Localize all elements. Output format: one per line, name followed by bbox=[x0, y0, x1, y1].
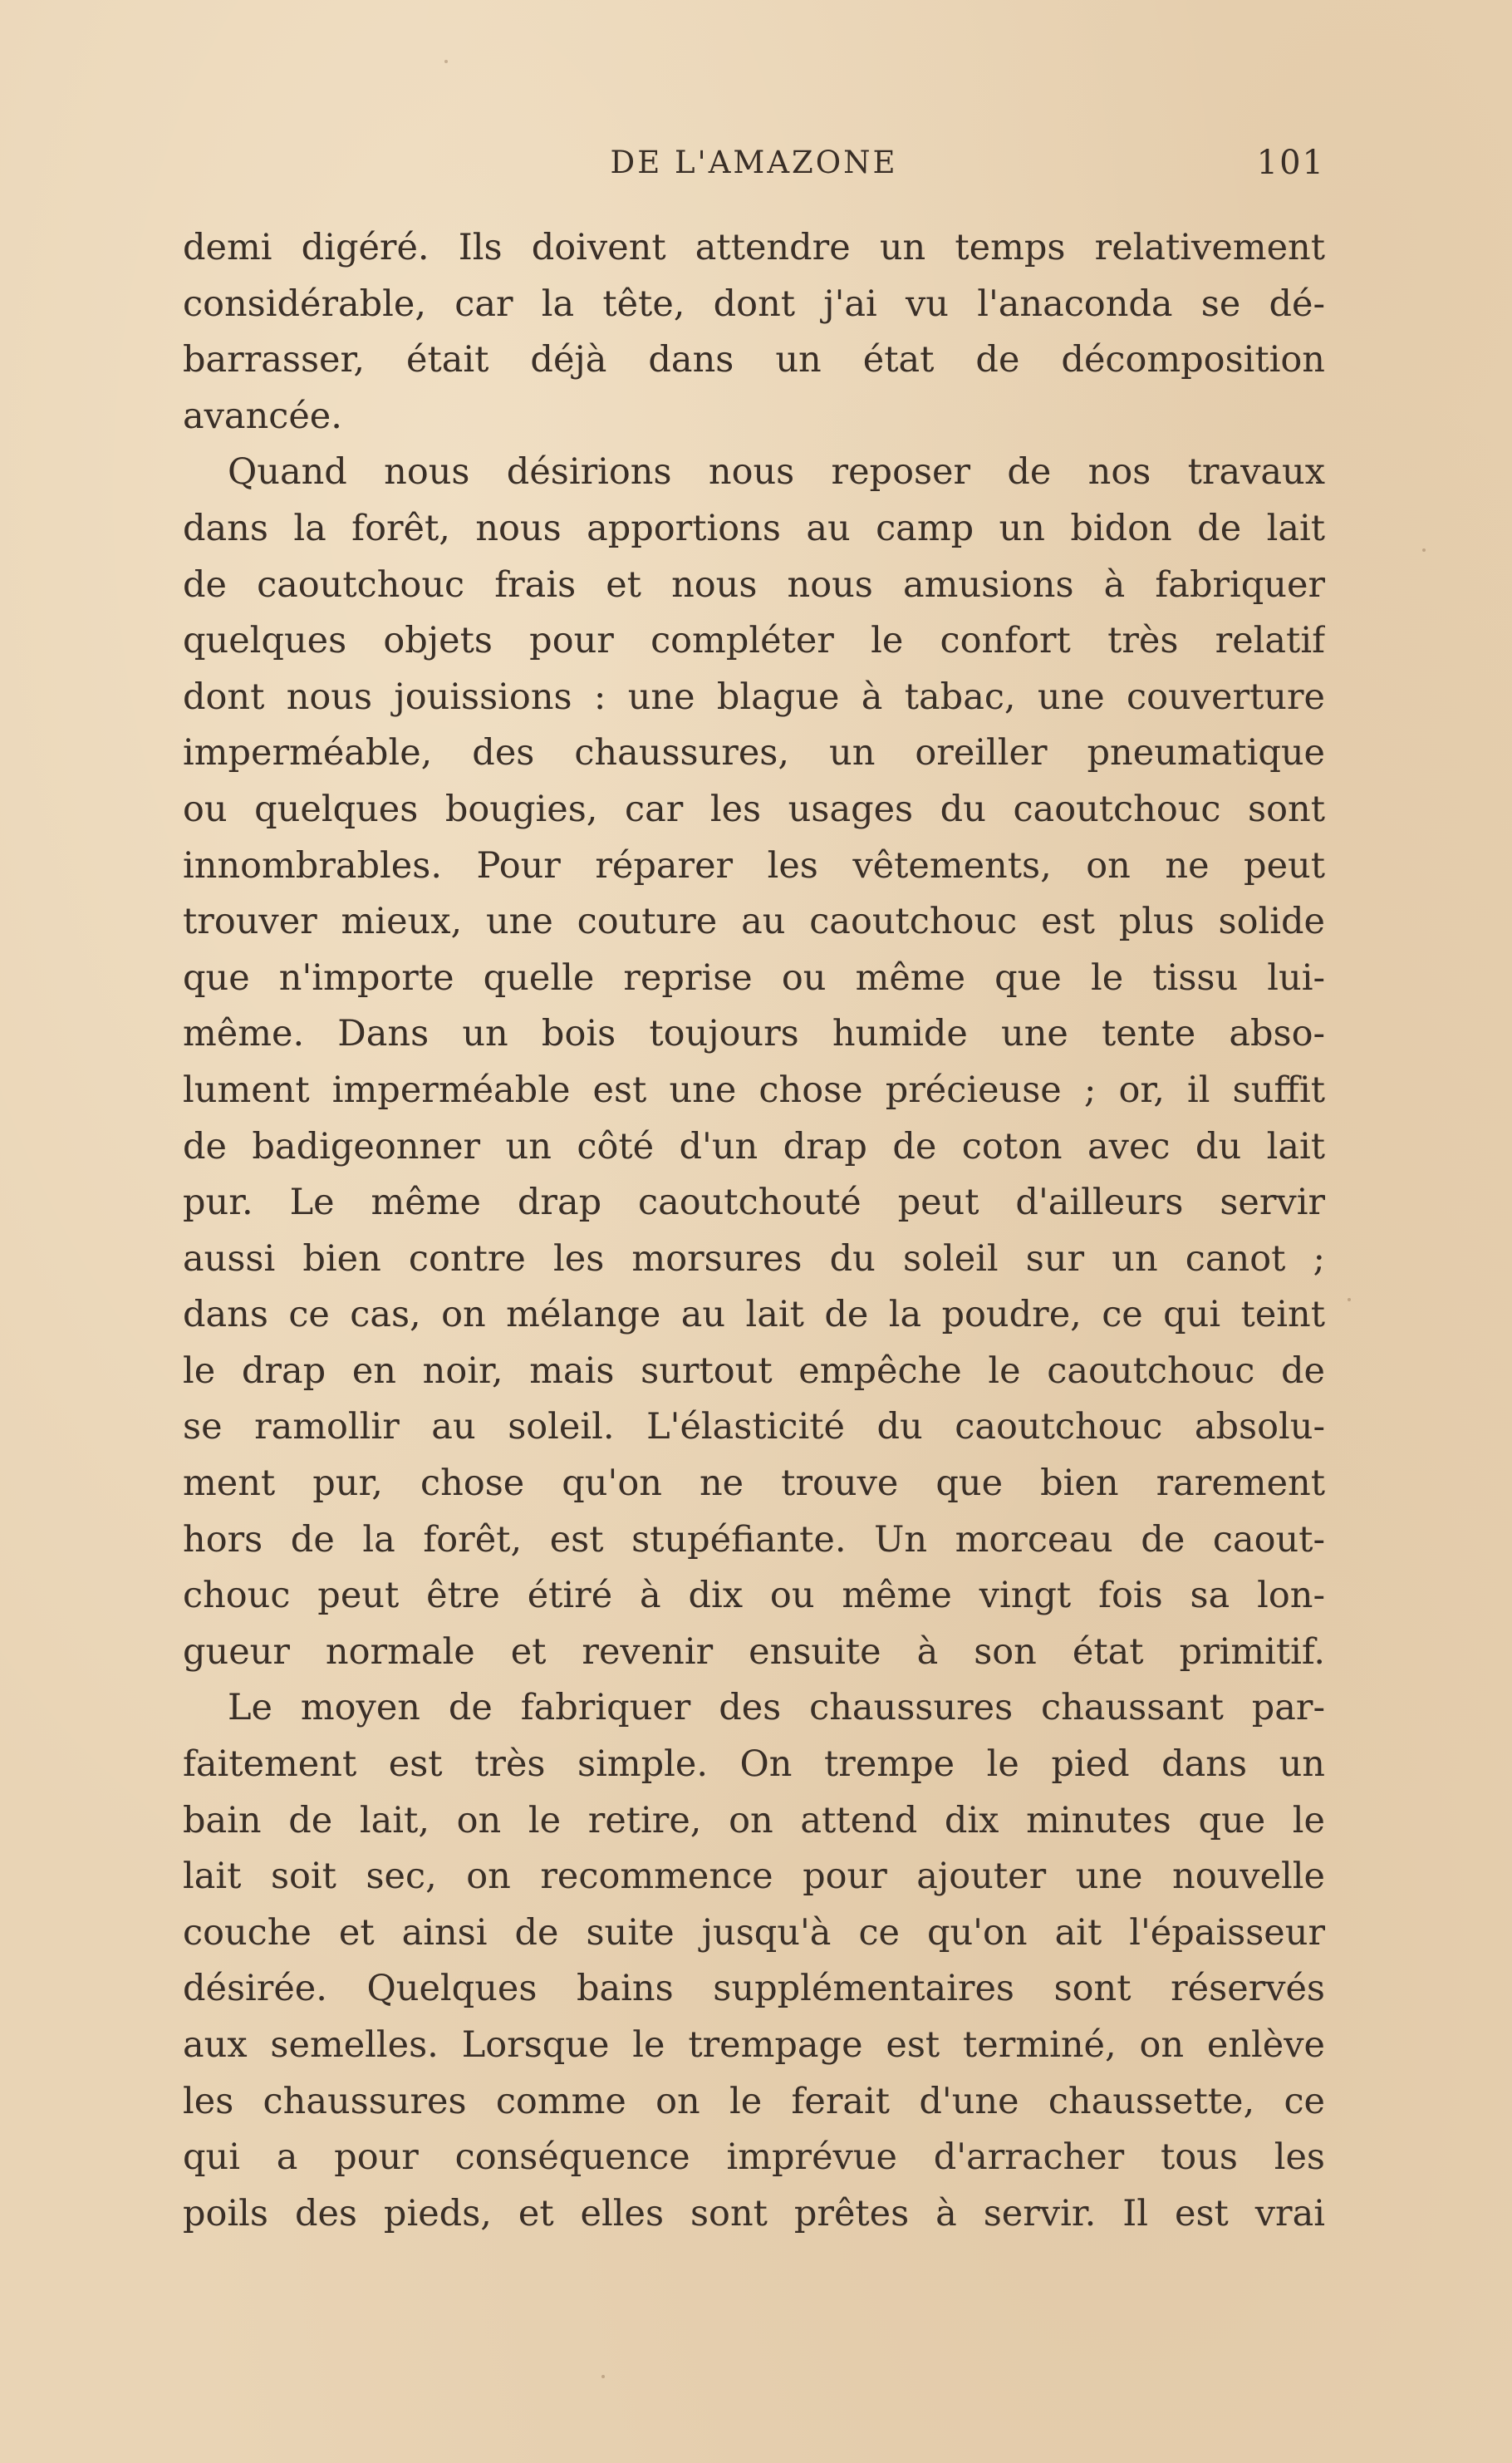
text-line: que n'importe quelle reprise ou même que le tissu lui- bbox=[183, 956, 1325, 999]
page-number: 101 bbox=[1256, 144, 1325, 182]
text-line: poils des pieds, et elles sont prêtes à servir. Il est vrai bbox=[183, 2192, 1325, 2234]
text-line: trouver mieux, une couture au caoutchouc est plus solide bbox=[183, 901, 1325, 943]
text-line: pur. Le même drap caoutchouté peut d'ailleurs servir bbox=[183, 1182, 1325, 1224]
text-line: demi digéré. Ils doivent attendre un temps relativement bbox=[183, 227, 1325, 268]
text-line: gueur normale et revenir ensuite à son état primitif. bbox=[183, 1630, 1325, 1673]
paper-speck bbox=[601, 2375, 605, 2378]
text-line: dans la forêt, nous apportions au camp un bidon de lait bbox=[183, 507, 1325, 549]
text-line: considérable, car la tête, dont j'ai vu l'anaconda se dé- bbox=[183, 283, 1325, 325]
text-line: ou quelques bougies, car les usages du caoutchouc sont bbox=[183, 788, 1325, 830]
paper-speck bbox=[1422, 548, 1426, 552]
text-line: ment pur, chose qu'on ne trouve que bien rarement bbox=[183, 1463, 1325, 1505]
text-line: innombrables. Pour réparer les vêtements, on ne peut bbox=[183, 844, 1325, 887]
text-line: le drap en noir, mais surtout empêche le caoutchouc de bbox=[183, 1349, 1325, 1392]
text-line: Le moyen de fabriquer des chaussures chaussant par- bbox=[228, 1687, 1325, 1729]
text-line: Quand nous désirions nous reposer de nos travaux bbox=[228, 451, 1325, 494]
page-header bbox=[183, 140, 1325, 186]
text-line: désirée. Quelques bains supplémentaires sont réservés bbox=[183, 1968, 1325, 2010]
text-line: quelques objets pour compléter le confort très relatif bbox=[183, 620, 1325, 662]
paper-speck bbox=[444, 60, 448, 63]
text-line: se ramollir au soleil. L'élasticité du caoutchouc absolu- bbox=[183, 1406, 1325, 1448]
running-head: DE L'AMAZONE bbox=[610, 145, 898, 180]
text-line: qui a pour conséquence imprévue d'arracher tous les bbox=[183, 2136, 1325, 2179]
text-line: même. Dans un bois toujours humide une tente abso- bbox=[183, 1013, 1325, 1055]
paper-speck bbox=[1348, 1298, 1351, 1301]
text-line: couche et ainsi de suite jusqu'à ce qu'on ait l'épaisseur bbox=[183, 1911, 1325, 1954]
text-line: aussi bien contre les morsures du soleil sur un canot ; bbox=[183, 1237, 1325, 1280]
text-line: bain de lait, on le retire, on attend dix minutes que le bbox=[183, 1799, 1325, 1841]
text-line: lait soit sec, on recommence pour ajouter une nouvelle bbox=[183, 1856, 1325, 1898]
text-line: chouc peut être étiré à dix ou même vingt fois sa lon- bbox=[183, 1575, 1325, 1617]
text-line: dans ce cas, on mélange au lait de la poudre, ce qui teint bbox=[183, 1294, 1325, 1336]
text-line: faitement est très simple. On trempe le pied dans un bbox=[183, 1743, 1325, 1786]
text-line: de badigeonner un côté d'un drap de coton avec du lait bbox=[183, 1125, 1325, 1168]
text-line: les chaussures comme on le ferait d'une chaussette, ce bbox=[183, 2080, 1325, 2122]
text-line: avancée. bbox=[183, 395, 342, 437]
text-line: de caoutchouc frais et nous nous amusions à fabriquer bbox=[183, 563, 1325, 606]
text-line: hors de la forêt, est stupéfiante. Un morceau de caout- bbox=[183, 1518, 1325, 1561]
body-text bbox=[183, 220, 1325, 2242]
text-line: dont nous jouissions : une blague à tabac, une couverture bbox=[183, 676, 1325, 718]
text-line: imperméable, des chaussures, un oreiller pneumatique bbox=[183, 732, 1325, 774]
text-line: barrasser, était déjà dans un état de décomposition bbox=[183, 339, 1325, 381]
text-line: aux semelles. Lorsque le trempage est terminé, on enlève bbox=[183, 2024, 1325, 2066]
text-line: lument imperméable est une chose précieuse ; or, il suffit bbox=[183, 1069, 1325, 1111]
